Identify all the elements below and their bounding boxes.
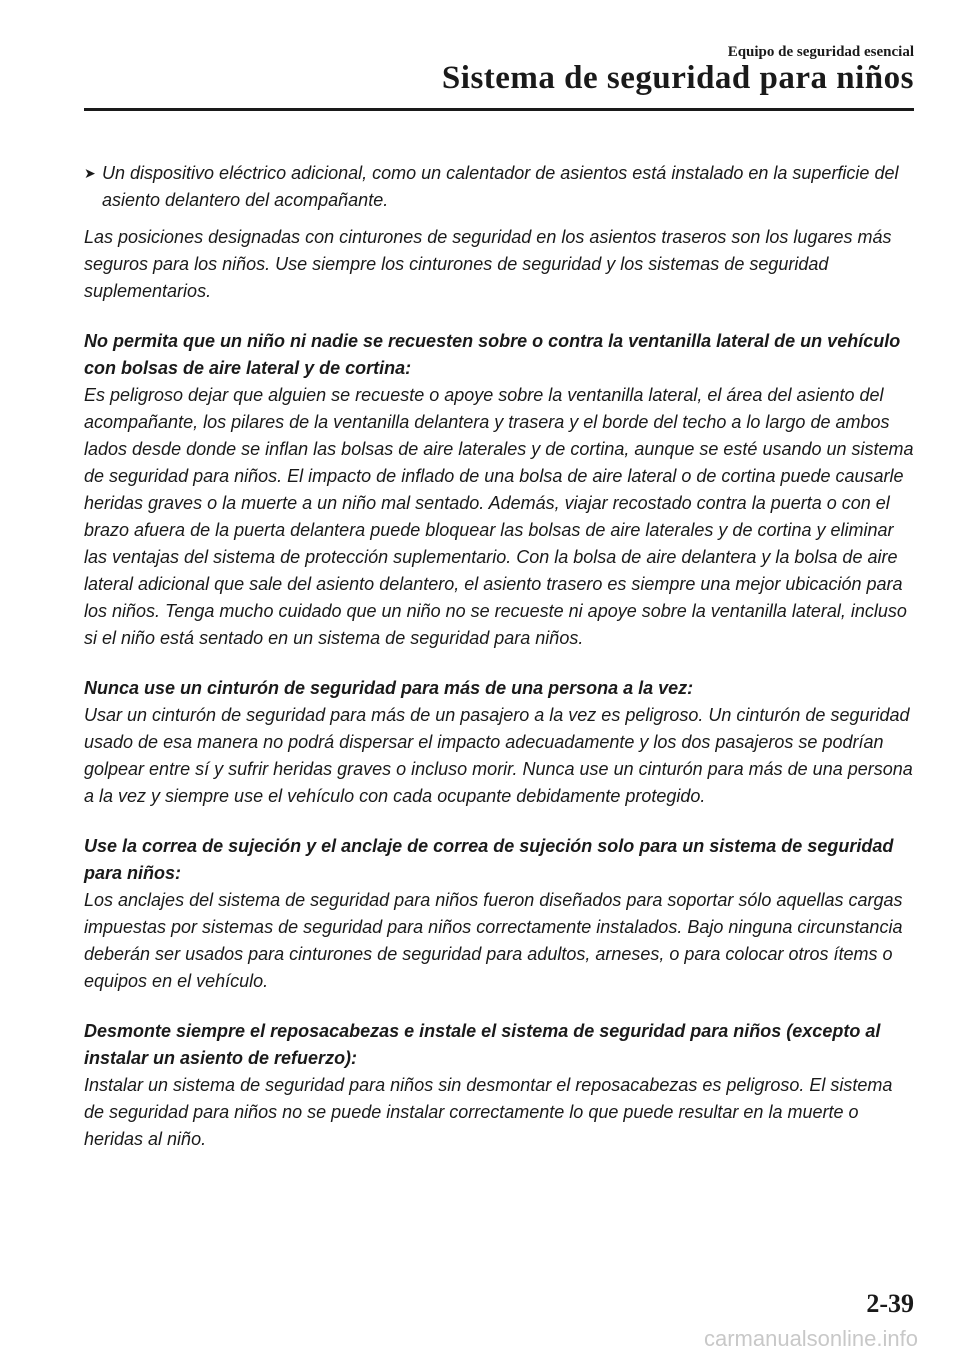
page-content: [84, 160, 914, 1176]
header-divider: [84, 108, 914, 111]
section-heading: Equipo de seguridad esencial: [727, 44, 914, 60]
bullet-text: Un dispositivo eléctrico adicional, como un calentador de asientos está instalado en la superficie del asiento delantero del acompañante.: [102, 163, 899, 210]
warning-block: [84, 833, 914, 995]
warning-body: Los anclajes del sistema de seguridad para niños fueron diseñados para soportar sólo aquellas cargas impuestas por sistemas de seguridad para niños correctamente instalados. Bajo ninguna circunstancia deberán ser usados para cinturones de seguridad para adultos, arneses, o para colocar otros ítems o equipos en el vehículo.: [84, 890, 903, 991]
warning-heading: No permita que un niño ni nadie se recuesten sobre o contra la ventanilla lateral de un vehículo con bolsas de aire lateral y de cortina:: [84, 331, 901, 378]
warning-block: [84, 675, 914, 810]
page-number: 2-39: [866, 1289, 914, 1318]
warning-heading: Desmonte siempre el reposacabezas e instale el sistema de seguridad para niños (excepto al instalar un asiento de refuerzo):: [84, 1021, 881, 1068]
warning-heading: Nunca use un cinturón de seguridad para más de una persona a la vez:: [84, 678, 694, 698]
warning-body: Instalar un sistema de seguridad para niños sin desmontar el reposacabezas es peligroso. El sistema de seguridad para niños no se puede instalar correctamente lo que puede resultar en la muerte o heridas al niño.: [84, 1075, 893, 1149]
warning-body: Usar un cinturón de seguridad para más de un pasajero a la vez es peligroso. Un cinturón de seguridad usado de esa manera no podrá dispersar el impacto adecuadamente y los dos pasajeros se podrían golpear entre sí y sufrir heridas graves o incluso morir. Nunca use un cinturón para más de una persona a la vez y siempre use el vehículo con cada ocupante debidamente protegido.: [84, 705, 913, 806]
intro-paragraph: Las posiciones designadas con cinturones de seguridad en los asientos traseros son los lugares más seguros para los niños. Use siempre los cinturones de seguridad y los sistemas de seguridad suplementarios.: [84, 227, 892, 301]
watermark: carmanualsonline.info: [703, 1326, 918, 1351]
warning-body: Es peligroso dejar que alguien se recueste o apoye sobre la ventanilla lateral, el área del asiento del acompañante, los pilares de la ventanilla delantera y trasera y el borde del techo a lo largo de ambos lados desde donde se inflan las bolsas de aire laterales y de cortina, aunque se esté usando un sistema de seguridad para niños. El impacto de inflado de una bolsa de aire lateral o de cortina puede causarle heridas graves o la muerte a un niño mal sentado. Además, viajar recostado contra la puerta o con el brazo afuera de la puerta delantera puede bloquear las bolsas de aire laterales y de cortina y eliminar las ventajas del sistema de protección suplementario. Con la bolsa de aire delantera y la bolsa de aire lateral adicional que sale del asiento delantero, el asiento trasero es siempre una mejor ubicación para los niños. Tenga mucho cuidado que un niño no se recueste ni apoye sobre la ventanilla lateral, incluso si el niño está sentado en un sistema de seguridad para niños.: [84, 385, 914, 648]
page-title: Sistema de seguridad para niños: [441, 60, 914, 96]
bullet-item: [84, 160, 914, 214]
warning-block: [84, 1018, 914, 1153]
warning-heading: Use la correa de sujeción y el anclaje de correa de sujeción solo para un sistema de seguridad para niños:: [84, 836, 894, 883]
warning-block: [84, 328, 914, 652]
arrow-right-icon: ➤: [84, 165, 96, 181]
